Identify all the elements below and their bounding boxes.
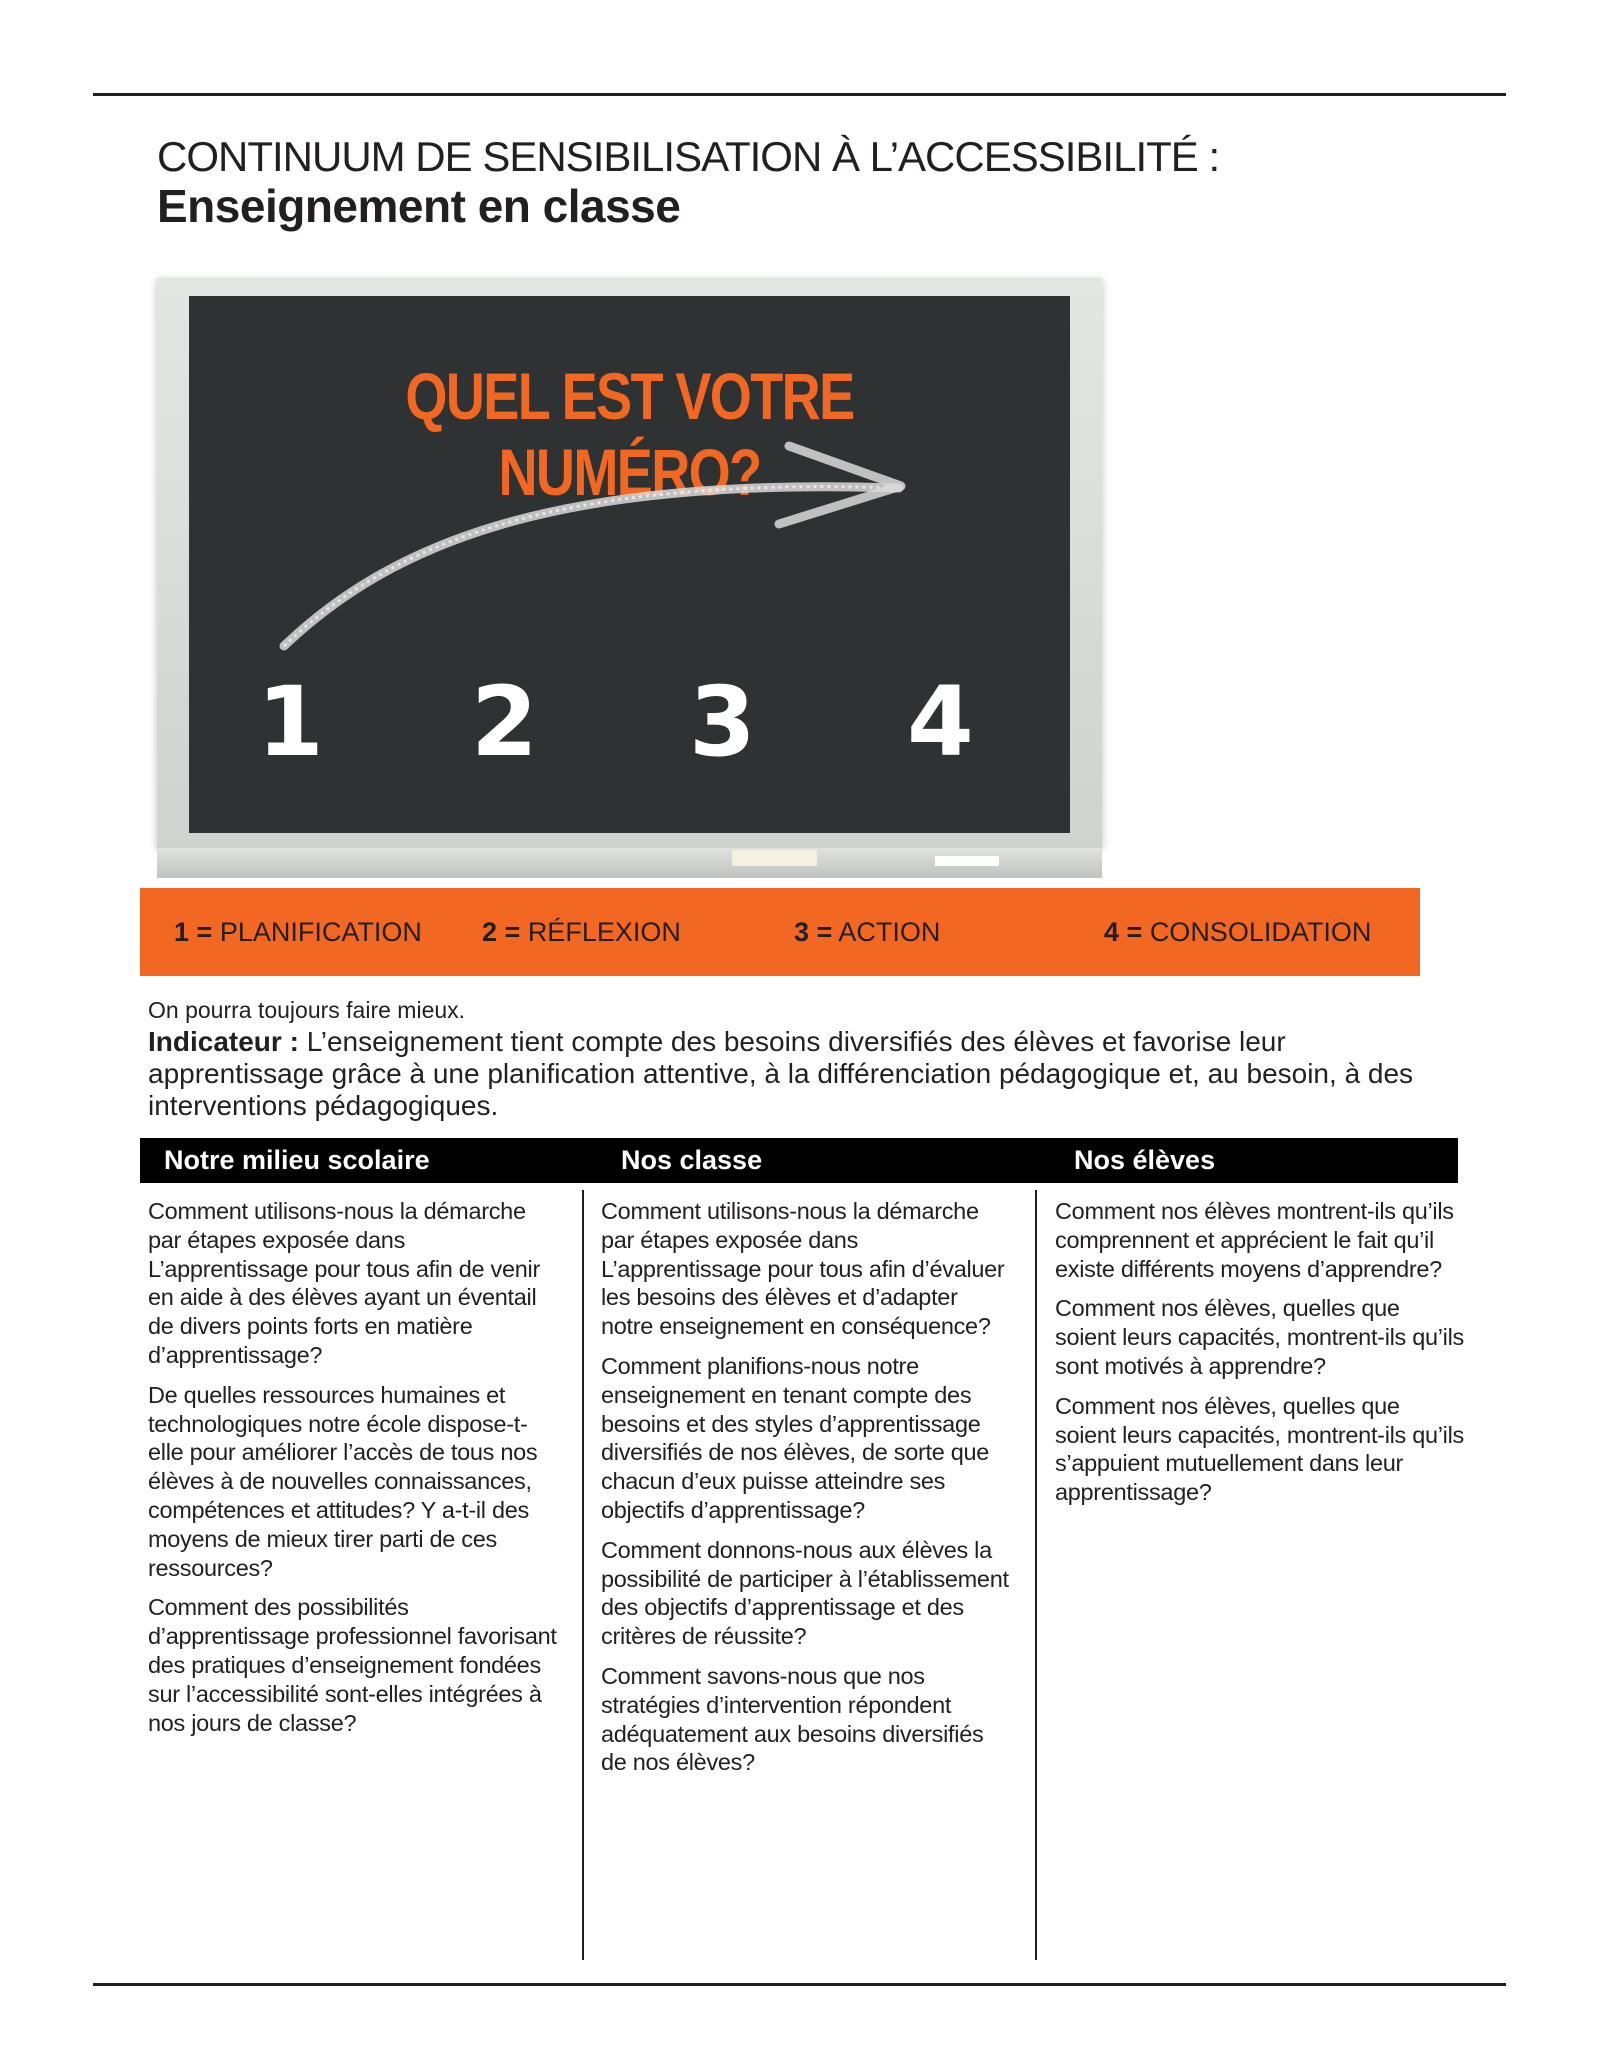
- chalk-piece: [732, 850, 817, 866]
- question-text: Comment nos élèves montrent-ils qu’ils comprennent et apprécient le fait qu’il existe différents moyens d’apprendre?: [1055, 1198, 1454, 1282]
- question-text: Comment des possibilités d’apprentissage professionnel favorisant des pratiques d’enseignement fondées sur l’accessibilité sont-elles intégrées à nos jours de classe?: [148, 1594, 557, 1736]
- bottom-rule: [93, 1983, 1506, 1986]
- page-header: [157, 134, 1457, 232]
- chalkboard-frame: [157, 278, 1102, 848]
- question-text: De quelles ressources humaines et technologiques notre école dispose-t-elle pour améliorer l’accès de tous nos élèves à de nouvelles connaissances, compétences et attitudes? Y a-t-il des moyens de mieux tirer parti de ces ressources?: [148, 1381, 538, 1581]
- indicator-text: Indicateur : L’enseignement tient compte des besoins diversifiés des élèves et favorise leur apprentissage grâce à une planification attentive, à la différenciation pédagogique et, au besoin, à des interventions pédagogiques.: [148, 1026, 1414, 1121]
- intro-note: On pourra toujours faire mieux.: [148, 997, 466, 1023]
- question-text: Comment utilisons-nous la démarche par étapes exposée dans L’apprentissage pour tous afin d’évaluer les besoins des élèves et d’adapter notre enseignement en conséquence?: [601, 1198, 1005, 1340]
- indicator-block: [148, 996, 1448, 1122]
- column-header: Notre milieu scolaire: [164, 1145, 430, 1175]
- column-divider: [1035, 1190, 1037, 1960]
- column-divider: [582, 1190, 584, 1960]
- legend-item: 4 = CONSOLIDATION: [1104, 917, 1372, 947]
- header-kicker: CONTINUUM DE SENSIBILISATION À L’ACCESSIBILITÉ :: [157, 133, 1220, 180]
- legend-item: 2 = RÉFLEXION: [482, 917, 681, 947]
- page-title: Enseignement en classe: [157, 180, 681, 232]
- question-text: Comment planifions-nous notre enseignement en tenant compte des besoins et des styles d’apprentissage diversifiés de nos élèves, de sorte que chacun d’eux puisse atteindre ses objectifs d’apprentissage?: [601, 1352, 990, 1523]
- board-number-2: 2: [471, 666, 538, 778]
- board-number-1: 1: [257, 666, 324, 778]
- question-text: Comment savons-nous que nos stratégies d’intervention répondent adéquatement aux besoins diversifiés de nos élèves?: [601, 1662, 984, 1776]
- column-header-bar: [140, 1138, 1458, 1183]
- column-header: Nos élèves: [1074, 1145, 1216, 1175]
- legend-item: 3 = ACTION: [794, 917, 941, 947]
- board-number-4: 4: [907, 666, 974, 778]
- board-number-3: 3: [689, 666, 756, 778]
- top-rule: [93, 93, 1506, 96]
- column-school: [148, 1197, 558, 1748]
- chalkboard-illustration: [157, 278, 1357, 890]
- board-question: QUEL EST VOTRE NUMÉRO?: [405, 359, 854, 509]
- column-header: Nos classe: [621, 1145, 763, 1175]
- eraser: [935, 856, 999, 866]
- column-students: [1055, 1197, 1465, 1518]
- question-text: Comment utilisons-nous la démarche par étapes exposée dans L’apprentissage pour tous afin de venir en aide à des élèves ayant un éventail de divers points forts en matière d’apprentissage?: [148, 1198, 540, 1368]
- chalkboard: [189, 296, 1070, 833]
- column-classes: [601, 1197, 1013, 1788]
- question-text: Comment donnons-nous aux élèves la possibilité de participer à l’établissement des objectifs d’apprentissage et des critères de réussite?: [601, 1536, 1009, 1650]
- legend-item: 1 = PLANIFICATION: [174, 917, 422, 947]
- legend-bar: [140, 888, 1420, 976]
- question-text: Comment nos élèves, quelles que soient leurs capacités, montrent-ils qu’ils s’appuient mutuellement dans leur apprentissage?: [1055, 1392, 1464, 1506]
- question-text: Comment nos élèves, quelles que soient leurs capacités, montrent-ils qu’ils sont motivés à apprendre?: [1055, 1295, 1464, 1379]
